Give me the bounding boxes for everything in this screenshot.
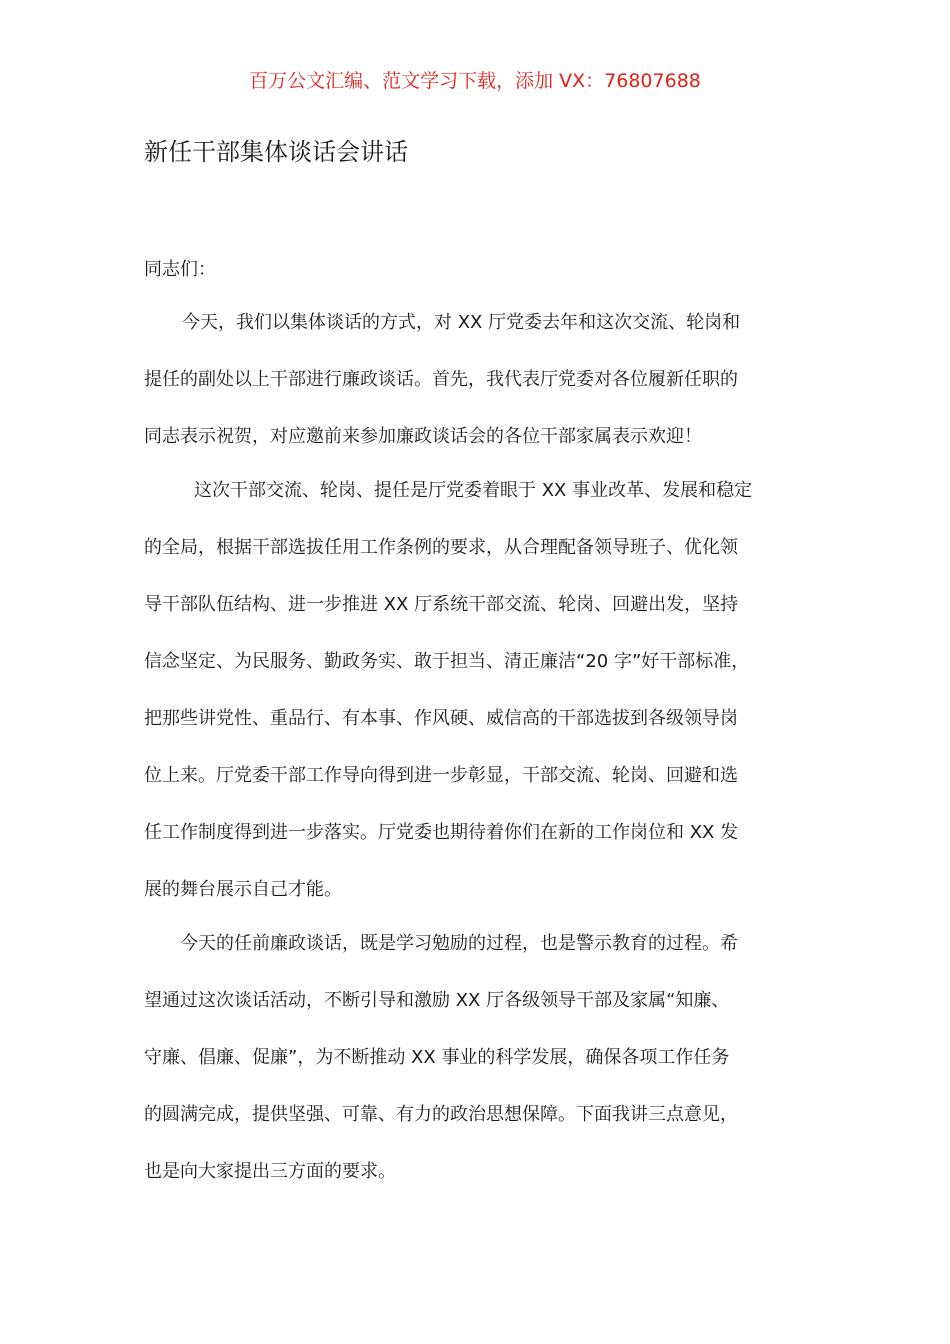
paragraph-2-line-7: 任工作制度得到进一步落实。厅党委也期待着你们在新的工作岗位和 XX 发 xyxy=(144,822,739,843)
header-banner: 百万公文汇编、范文学习下载，添加 VX：76807688 xyxy=(249,70,701,92)
paragraph-2-line-1: 这次干部交流、轮岗、提任是厅党委着眼于 XX 事业改革、发展和稳定 xyxy=(194,480,753,501)
paragraph-3-line-5: 也是向大家提出三方面的要求。 xyxy=(144,1161,396,1182)
paragraph-3-line-4: 的圆满完成，提供坚强、可靠、有力的政治思想保障。下面我讲三点意见， xyxy=(144,1104,738,1125)
paragraph-2-line-4: 信念坚定、为民服务、勤政务实、敢于担当、清正廉洁“20 字”好干部标准， xyxy=(144,651,750,672)
paragraph-2-line-6: 位上来。厅党委干部工作导向得到进一步彰显，干部交流、轮岗、回避和选 xyxy=(144,765,738,786)
paragraph-1-line-1: 今天，我们以集体谈话的方式，对 XX 厅党委去年和这次交流、轮岗和 xyxy=(182,312,741,333)
paragraph-3-line-3: 守廉、倡廉、促廉”，为不断推动 XX 事业的科学发展，确保各项工作任务 xyxy=(144,1047,730,1068)
document-title: 新任干部集体谈话会讲话 xyxy=(144,138,408,166)
salutation: 同志们： xyxy=(144,259,216,280)
paragraph-1-line-2: 提任的副处以上干部进行廉政谈话。首先，我代表厅党委对各位履新任职的 xyxy=(144,369,738,390)
paragraph-2-line-8: 展的舞台展示自己才能。 xyxy=(144,879,342,900)
paragraph-2-line-3: 导干部队伍结构、进一步推进 XX 厅系统干部交流、轮岗、回避出发，坚持 xyxy=(144,594,739,615)
paragraph-1-line-3: 同志表示祝贺，对应邀前来参加廉政谈话会的各位干部家属表示欢迎！ xyxy=(144,426,702,447)
paragraph-2-line-2: 的全局，根据干部选拔任用工作条例的要求，从合理配备领导班子、优化领 xyxy=(144,537,738,558)
paragraph-2-line-5: 把那些讲党性、重品行、有本事、作风硬、威信高的干部选拔到各级领导岗 xyxy=(144,708,738,729)
paragraph-3-line-1: 今天的任前廉政谈话，既是学习勉励的过程，也是警示教育的过程。希 xyxy=(180,933,738,954)
paragraph-3-line-2: 望通过这次谈话活动，不断引导和激励 XX 厅各级领导干部及家属“知廉、 xyxy=(144,990,730,1011)
